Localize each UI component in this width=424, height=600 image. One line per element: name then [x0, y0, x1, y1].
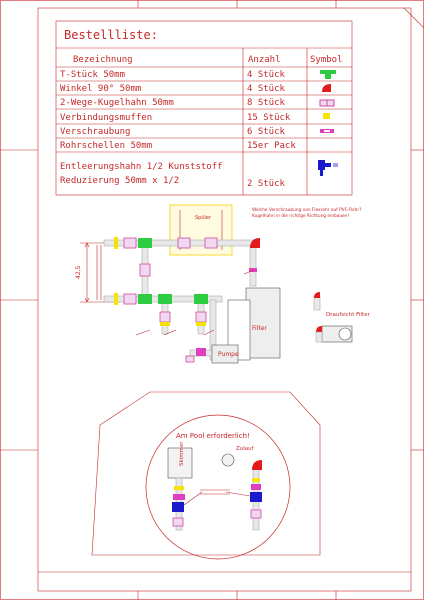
t-piece [138, 294, 152, 304]
skimmer-label: Skimmer [179, 441, 185, 466]
row-name: Entleerungshahn 1/2 Kunststoff [60, 162, 223, 172]
header-symbol: Symbol [310, 55, 343, 65]
ball-valve [205, 238, 217, 248]
row-qty: 15 Stück [247, 113, 291, 123]
ball-valve [178, 238, 190, 248]
row-name: Winkel 90° 50mm [60, 84, 142, 94]
note-line-2: Kugelhahn in die richtige Richtung einbauen! [252, 214, 350, 219]
pump-label: Pumpe [218, 351, 239, 358]
dimension-label: 42,5 [75, 265, 82, 279]
header-bezeichnung: Bezeichnung [73, 55, 133, 65]
row-name: Verschraubung [60, 127, 131, 137]
row-qty: 15er Pack [247, 141, 296, 151]
t-piece [138, 238, 152, 248]
row-qty: 2 Stück [247, 179, 285, 189]
t-piece [194, 294, 208, 304]
ball-valve [140, 264, 150, 276]
drain-valve [172, 502, 184, 512]
row-name: Verbindungsmuffen [60, 113, 153, 123]
note-line-1: Welche Verschraubung von Flexrohr auf PVC-Rohr? [252, 208, 362, 213]
inlet-nozzle [222, 454, 234, 466]
filter-label: Filter [252, 325, 267, 332]
row-name: 2-Wege-Kugelhahn 50mm [60, 98, 174, 108]
ball-valve-icon [320, 100, 334, 106]
coupling-icon [323, 113, 330, 119]
row-qty: 4 Stück [247, 70, 285, 80]
row-name: Rohrschellen 50mm [60, 141, 153, 151]
row-name: Reduzierung 50mm x 1/2 [60, 176, 180, 186]
ball-valve [160, 312, 170, 322]
table-title: Bestellliste: [64, 28, 158, 42]
header-anzahl: Anzahl [248, 55, 281, 65]
row-qty: 6 Stück [247, 127, 285, 137]
row-name: T-Stück 50mm [60, 70, 126, 80]
row-qty: 4 Stück [247, 84, 285, 94]
drain-valve [250, 492, 262, 502]
pool-label: Am Pool erforderlich! [176, 432, 250, 440]
ball-valve [196, 312, 206, 322]
ball-valve [124, 294, 136, 304]
row-qty: 8 Stück [247, 98, 285, 108]
ball-valve [124, 238, 136, 248]
draufsicht-label: Draufsicht Filter [326, 312, 370, 318]
union-icon [320, 129, 334, 133]
t-piece [158, 294, 172, 304]
filter-tank [246, 288, 280, 358]
zulauf-label: Zulauf [236, 446, 254, 452]
spueler-label: Spüler [195, 215, 212, 221]
